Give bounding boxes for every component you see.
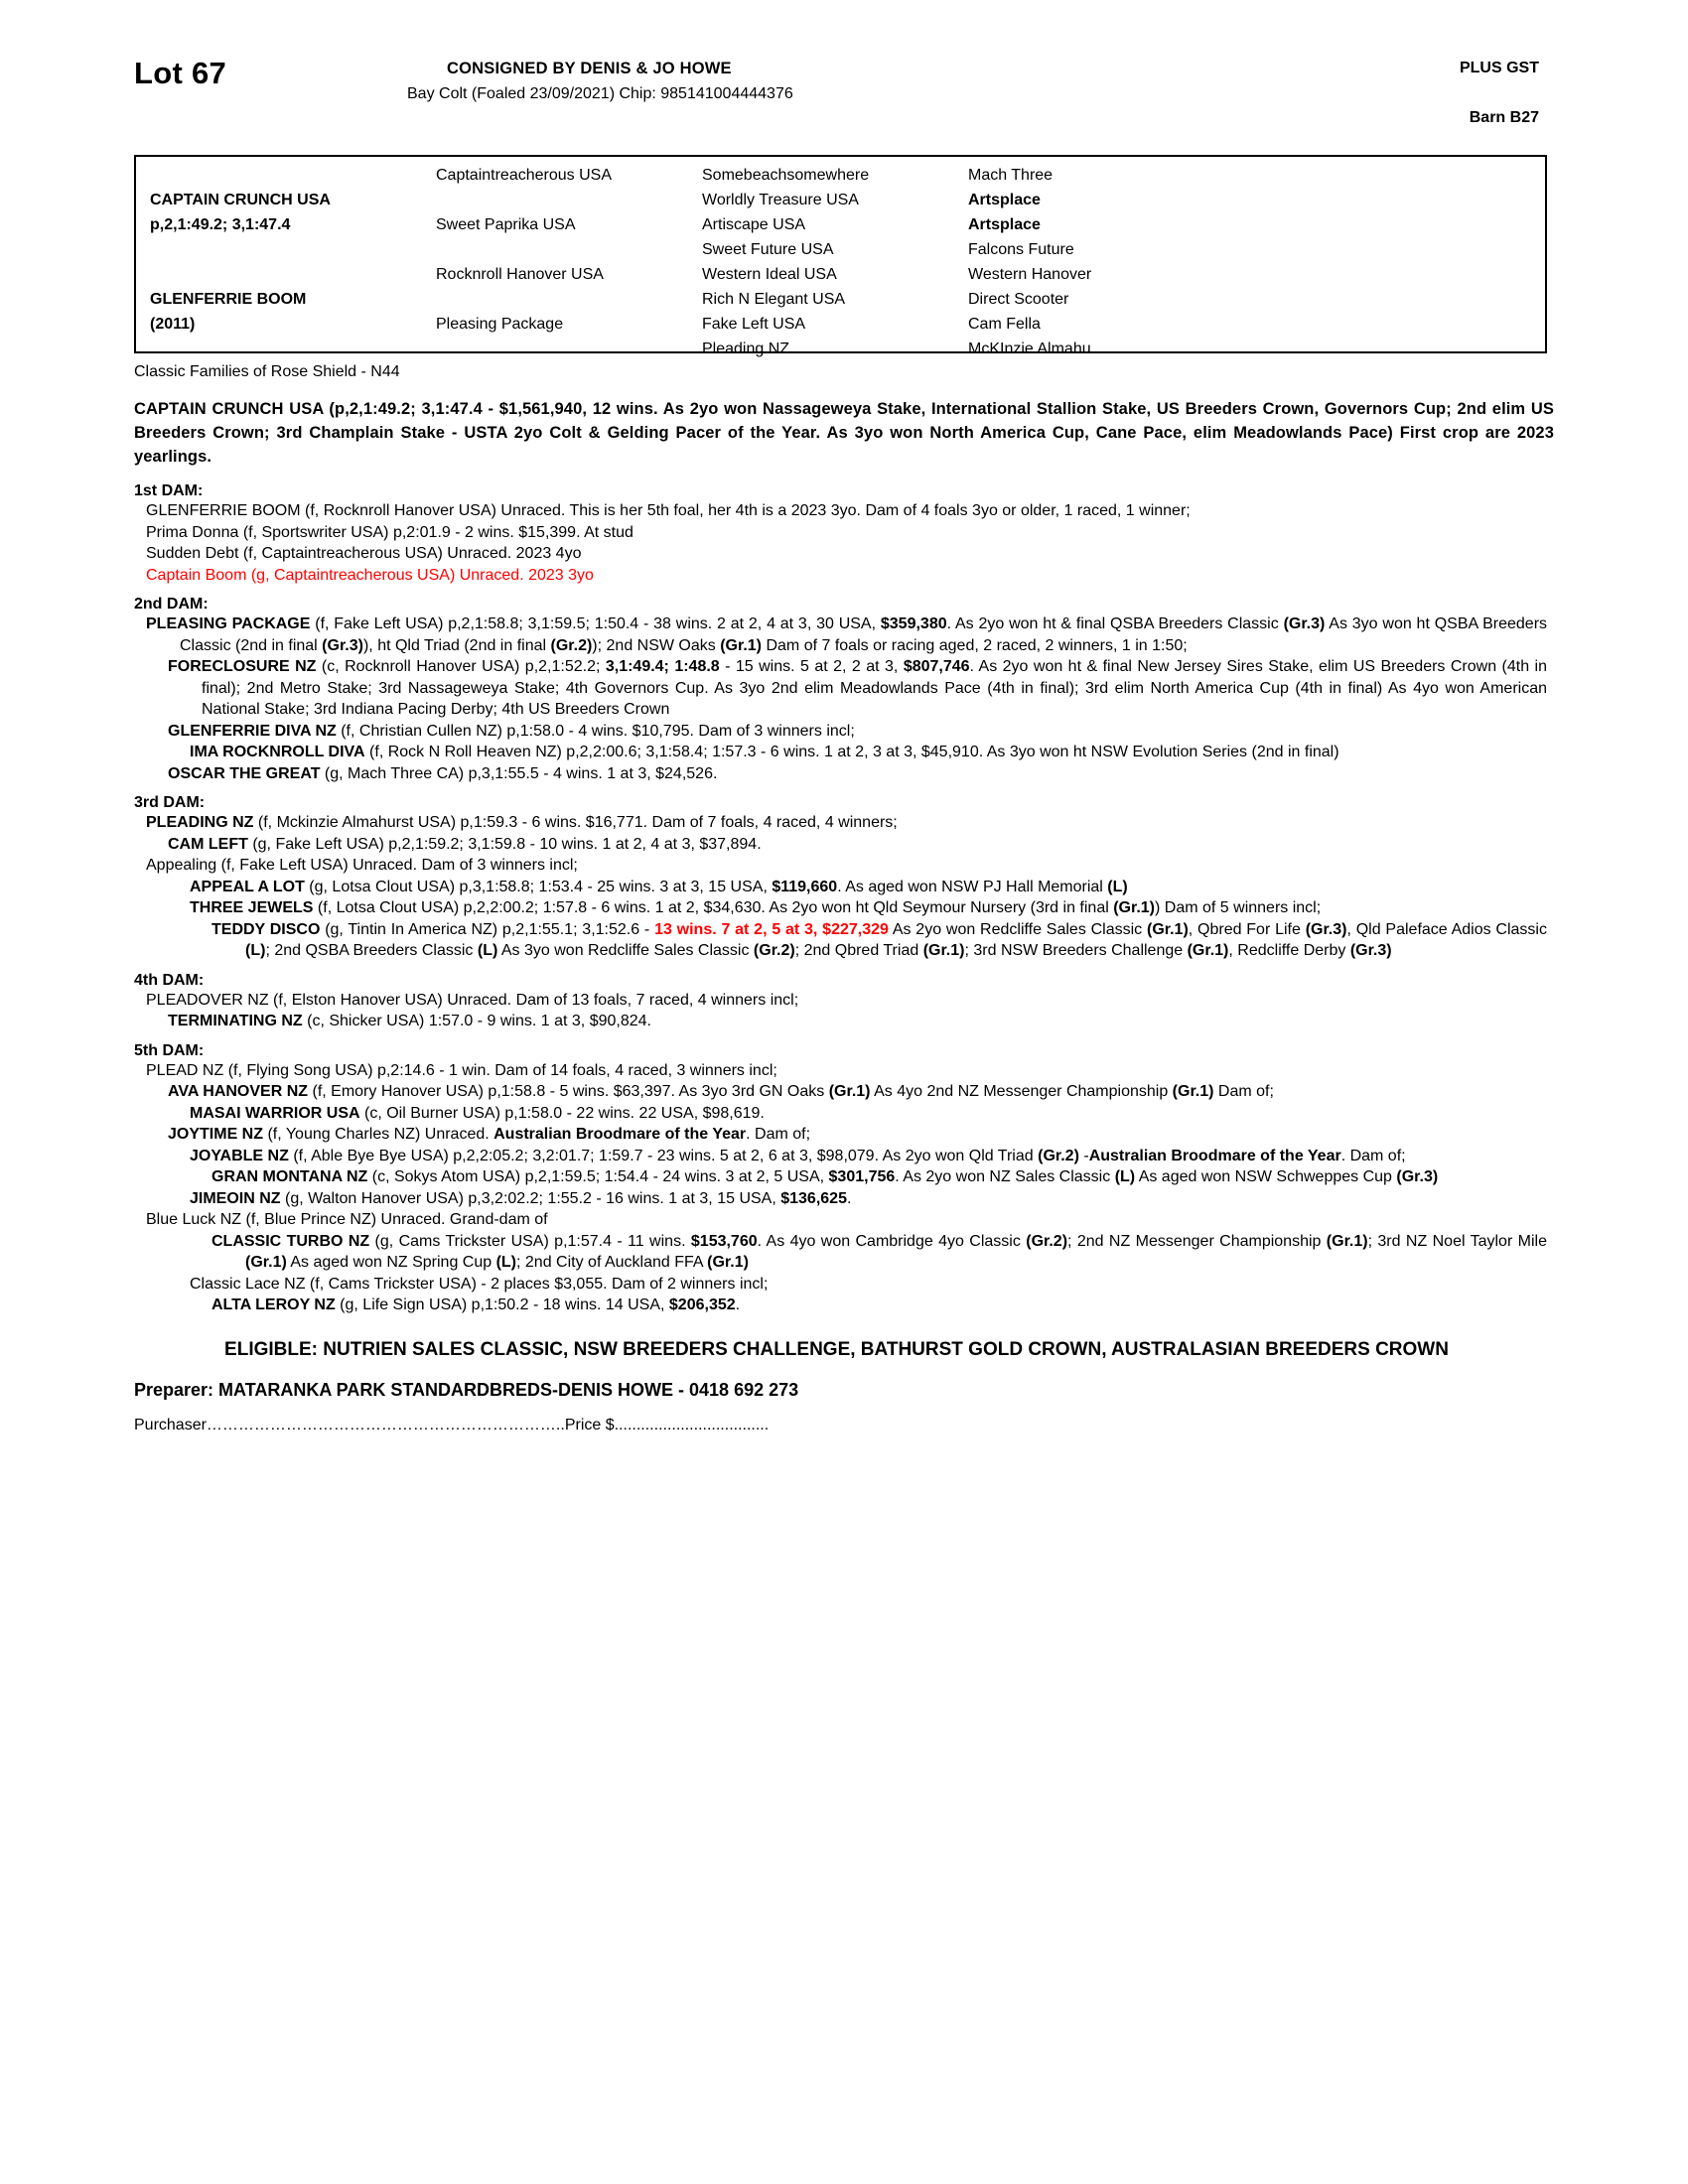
progeny-line bbox=[134, 1103, 1547, 1125]
group-grade: (Gr.1) bbox=[245, 1254, 287, 1271]
pedigree-cell-gen4: Direct Scooter bbox=[968, 291, 1069, 308]
fourth-dam-line: PLEADOVER NZ (f, Elston Hanover USA) Unraced. Dam of 13 foals, 7 raced, 4 winners incl; bbox=[146, 991, 799, 1009]
pedigree-row bbox=[136, 188, 1545, 212]
progeny-line bbox=[134, 1188, 1547, 1210]
group-grade: (Gr.3) bbox=[1305, 920, 1347, 938]
pedigree-cell-dam: (2011) bbox=[150, 316, 196, 333]
group-grade: (L) bbox=[245, 942, 266, 959]
record-text: . As aged won NSW PJ Hall Memorial bbox=[837, 878, 1108, 895]
record-text: . As 2yo won NZ Sales Classic bbox=[895, 1168, 1115, 1185]
group-grade: (Gr.1) bbox=[922, 942, 965, 959]
record-text: , Qld Paleface Adios Classic bbox=[1346, 920, 1547, 938]
progeny-line bbox=[134, 1295, 1547, 1316]
progeny-line: Classic Lace NZ (f, Cams Trickster USA) - 2 places $3,055. Dam of 2 winners incl; bbox=[190, 1275, 769, 1293]
lot-number: Lot 67 bbox=[134, 56, 227, 90]
pedigree-cell-gen2: Rocknroll Hanover USA bbox=[436, 266, 604, 283]
record-text: (c, Sokys Atom USA) p,2,1:59.5; 1:54.4 - 24 wins. 3 at 2, 5 USA, bbox=[367, 1168, 829, 1185]
horse-name: IMA ROCKNROLL DIVA bbox=[190, 744, 365, 760]
group-grade: (Gr.3) bbox=[1283, 615, 1326, 632]
pedigree-row bbox=[136, 312, 1545, 337]
pedigree-cell-dam bbox=[136, 262, 436, 287]
record-text: (f, Lotsa Clout USA) p,2,2:00.2; 1:57.8 - 6 wins. 1 at 2, $34,630. As 2yo won ht Qld Seymour Nursery (3rd in final bbox=[313, 899, 1114, 916]
record-text: (f, Mckinzie Almahurst USA) p,1:59.3 - 6 wins. $16,771. Dam of 7 foals, 4 raced, 4 winners; bbox=[253, 814, 898, 831]
record-text: . As 4yo won Cambridge 4yo Classic bbox=[757, 1232, 1027, 1250]
progeny-line bbox=[134, 763, 1547, 785]
record-text: ) Dam of 5 winners incl; bbox=[1155, 899, 1322, 916]
horse-description: Bay Colt (Foaled 23/09/2021) Chip: 985141004444376 bbox=[407, 85, 793, 102]
fifth-dam-heading: 5th DAM: bbox=[134, 1041, 205, 1059]
group-grade: (Gr.1) bbox=[1172, 1083, 1214, 1100]
horse-name: JOYTIME NZ bbox=[168, 1126, 264, 1143]
second-dam-line bbox=[134, 614, 1547, 656]
fourth-dam-heading: 4th DAM: bbox=[134, 971, 205, 989]
record-text: ; 2nd Qbred Triad bbox=[794, 942, 923, 959]
fifth-dam-line: PLEAD NZ (f, Flying Song USA) p,2:14.6 - 1 win. Dam of 14 foals, 4 raced, 3 winners incl; bbox=[146, 1061, 777, 1079]
progeny-line bbox=[134, 1166, 1547, 1188]
barn-label: Barn B27 bbox=[1469, 109, 1539, 126]
progeny-line bbox=[134, 834, 1547, 856]
group-grade: (Gr.1) bbox=[1146, 920, 1189, 938]
pedigree-cell-sire bbox=[136, 237, 436, 262]
first-dam-line: GLENFERRIE BOOM (f, Rocknroll Hanover USA) Unraced. This is her 5th foal, her 4th is a 2023 3yo. Dam of 4 foals 3yo or older, 1 raced, 1 winner; bbox=[146, 502, 1191, 519]
group-grade: (Gr.1) bbox=[707, 1254, 749, 1271]
pedigree-row bbox=[136, 287, 1545, 312]
record-text: Dam of; bbox=[1213, 1083, 1274, 1100]
progeny-line bbox=[134, 1146, 1547, 1167]
progeny-line bbox=[134, 919, 1547, 962]
record-text: As aged won NZ Spring Cup bbox=[286, 1254, 496, 1271]
record-text: (f, Emory Hanover USA) p,1:58.8 - 5 wins. $63,397. As 3yo 3rd GN Oaks bbox=[308, 1083, 829, 1100]
horse-name: APPEAL A LOT bbox=[190, 878, 305, 895]
horse-name: ALTA LEROY NZ bbox=[211, 1297, 336, 1313]
record-text: (f, Able Bye Bye USA) p,2,2:05.2; 3,2:01.7; 1:59.7 - 23 wins. 5 at 2, 6 at 3, $98,079. As 2yo won Qld Triad bbox=[288, 1147, 1039, 1164]
progeny-line bbox=[134, 742, 1547, 763]
group-grade: (Gr.1) bbox=[828, 1083, 871, 1100]
consignor-line: CONSIGNED BY DENIS & JO HOWE bbox=[447, 60, 732, 77]
progeny-line: Appealing (f, Fake Left USA) Unraced. Dam of 3 winners incl; bbox=[146, 857, 578, 874]
pedigree-row bbox=[136, 262, 1545, 287]
third-dam-line bbox=[134, 812, 1547, 834]
record-text: - 15 wins. 5 at 2, 2 at 3, bbox=[719, 658, 904, 675]
earnings: $136,625 bbox=[780, 1189, 847, 1207]
highlighted-record: 13 wins. 7 at 2, 5 at 3, $227,329 bbox=[654, 920, 889, 938]
horse-name: PLEADING NZ bbox=[146, 814, 254, 831]
record-text: . Dam of; bbox=[746, 1126, 811, 1143]
progeny-line bbox=[134, 1124, 1547, 1146]
record-text: ; 3rd NSW Breeders Challenge bbox=[964, 942, 1188, 959]
subject-horse-line: Captain Boom (g, Captaintreacherous USA) Unraced. 2023 3yo bbox=[146, 566, 594, 584]
pedigree-cell-gen4: Falcons Future bbox=[968, 241, 1074, 258]
group-grade: (L) bbox=[495, 1254, 517, 1271]
sire-performance-block: CAPTAIN CRUNCH USA (p,2,1:49.2; 3,1:47.4 - $1,561,940, 12 wins. As 2yo won Nassageweya Stake, International Stallion Stake, US Breeders Crown, Governors Cup; 2nd elim US Breeders Crown; 3rd Champlain Stake - USTA 2yo Colt & Gelding Pacer of the Year. As 3yo won North America Cup, Cane Pace, elim Meadowlands Pace) First crop are 2023 yearlings. bbox=[134, 400, 1554, 466]
pedigree-table bbox=[134, 155, 1547, 357]
record-text: (g, Cams Trickster USA) p,1:57.4 - 11 wins. bbox=[369, 1232, 691, 1250]
pedigree-cell-gen3: Western Ideal USA bbox=[702, 266, 837, 283]
record-text: (g, Fake Left USA) p,2,1:59.2; 3,1:59.8 - 10 wins. 1 at 2, 4 at 3, $37,894. bbox=[247, 835, 762, 853]
record-text: ); 2nd NSW Oaks bbox=[592, 636, 721, 654]
group-grade: (Gr.3) bbox=[322, 636, 363, 654]
group-grade: (Gr.3) bbox=[1396, 1168, 1439, 1185]
record-text: (c, Shicker USA) 1:57.0 - 9 wins. 1 at 3, $90,824. bbox=[302, 1013, 651, 1029]
pedigree-cell-gen2: Sweet Paprika USA bbox=[436, 216, 576, 233]
third-dam-heading: 3rd DAM: bbox=[134, 794, 206, 811]
record-text: (f, Rock N Roll Heaven NZ) p,2,2:00.6; 3,1:58.4; 1:57.3 - 6 wins. 1 at 2, 3 at 3, $45,910. As 3yo won ht NSW Evolution Series (2nd in final) bbox=[364, 744, 1339, 760]
horse-name: MASAI WARRIOR USA bbox=[190, 1104, 360, 1122]
progeny-line bbox=[134, 877, 1547, 898]
earnings: $206,352 bbox=[668, 1297, 736, 1313]
progeny-line bbox=[134, 721, 1547, 743]
pedigree-cell-gen4: Cam Fella bbox=[968, 316, 1041, 333]
horse-name: GRAN MONTANA NZ bbox=[211, 1168, 368, 1185]
horse-name: JOYABLE NZ bbox=[190, 1147, 289, 1164]
record-text: . bbox=[735, 1297, 741, 1313]
pedigree-cell-sire: CAPTAIN CRUNCH USA bbox=[150, 192, 331, 208]
pedigree-cell-gen3: Artiscape USA bbox=[702, 216, 806, 233]
horse-name: FORECLOSURE NZ bbox=[168, 658, 317, 675]
pedigree-cell-gen4: Mach Three bbox=[968, 167, 1054, 184]
record-text: (f, Fake Left USA) p,2,1:58.8; 3,1:59.5; 1:50.4 - 38 wins. 2 at 2, 4 at 3, 30 USA, bbox=[310, 615, 881, 632]
group-grade: (Gr.3) bbox=[1349, 942, 1392, 959]
progeny-line: Blue Luck NZ (f, Blue Prince NZ) Unraced. Grand-dam of bbox=[146, 1211, 548, 1228]
record-text: (c, Rocknroll Hanover USA) p,2,1:52.2; bbox=[316, 658, 606, 675]
earnings: $807,746 bbox=[903, 658, 970, 675]
record-text: (g, Lotsa Clout USA) p,3,1:58.8; 1:53.4 - 25 wins. 3 at 3, 15 USA, bbox=[304, 878, 773, 895]
record-text: , Redcliffe Derby bbox=[1228, 942, 1350, 959]
record-text: As aged won NSW Schweppes Cup bbox=[1135, 1168, 1397, 1185]
pedigree-cell-gen2 bbox=[436, 188, 702, 212]
group-grade: (Gr.2) bbox=[1038, 1147, 1079, 1164]
record-text: As 2yo won Redcliffe Sales Classic bbox=[888, 920, 1147, 938]
second-dam-heading: 2nd DAM: bbox=[134, 596, 209, 613]
pedigree-row bbox=[136, 337, 1545, 361]
record-text: (f, Young Charles NZ) Unraced. bbox=[263, 1126, 494, 1143]
group-grade: (Gr.1) bbox=[1187, 942, 1229, 959]
purchaser-line: Purchaser…………………………………………………………..Price $................................... bbox=[134, 1416, 770, 1433]
first-dam-heading: 1st DAM: bbox=[134, 482, 204, 499]
group-grade: (Gr.1) bbox=[720, 636, 763, 654]
group-grade: (Gr.2) bbox=[753, 942, 795, 959]
earnings: $153,760 bbox=[690, 1232, 758, 1250]
progeny-line bbox=[134, 1011, 1547, 1032]
record-text: - bbox=[1078, 1147, 1089, 1164]
pedigree-cell-gen3: Sweet Future USA bbox=[702, 241, 834, 258]
group-grade: (L) bbox=[1107, 878, 1128, 895]
record-text: ), ht Qld Triad (2nd in final bbox=[362, 636, 551, 654]
pedigree-cell-gen2 bbox=[436, 237, 702, 262]
eligibility-block: ELIGIBLE: NUTRIEN SALES CLASSIC, NSW BREEDERS CHALLENGE, BATHURST GOLD CROWN, AUSTRALASIAN BREEDERS CROWN bbox=[224, 1338, 1449, 1360]
pedigree-cell-gen2 bbox=[436, 337, 702, 361]
record-text: ; 2nd QSBA Breeders Classic bbox=[265, 942, 478, 959]
group-grade: (Gr.1) bbox=[1326, 1232, 1368, 1250]
horse-name: PLEASING PACKAGE bbox=[146, 615, 311, 632]
horse-name: TEDDY DISCO bbox=[211, 920, 321, 938]
horse-name: JIMEOIN NZ bbox=[190, 1189, 281, 1207]
pedigree-cell-gen4: Artsplace bbox=[968, 192, 1041, 208]
group-grade: (L) bbox=[1114, 1168, 1136, 1185]
progeny-line: Prima Donna (f, Sportswriter USA) p,2:01.9 - 2 wins. $15,399. At stud bbox=[146, 523, 633, 541]
record-text: (g, Tintin In America NZ) p,2,1:55.1; 3,1:52.6 - bbox=[320, 920, 655, 938]
pedigree-cell-gen3: Somebeachsomewhere bbox=[702, 167, 870, 184]
progeny-line bbox=[134, 1081, 1547, 1103]
pedigree-cell-gen2 bbox=[436, 287, 702, 312]
horse-name: CAM LEFT bbox=[168, 835, 248, 853]
horse-name: GLENFERRIE DIVA NZ bbox=[168, 722, 337, 740]
horse-name: TERMINATING NZ bbox=[168, 1013, 303, 1029]
record-text: . As 2yo won ht & final New Jersey Sires Stake, elim US Breeders Crown (4th in final); 2nd Metro Stake; 3rd Nassageweya Stake; 4th Governors Cup. As 3yo 2nd elim Meadowlands Pace (4th in final); 3rd elim North America Cup (4th in final) As 4yo won American National Stake; 3rd Indiana Pacing Derby; 4th US Breeders Crown bbox=[202, 658, 1547, 718]
pedigree-cell-gen2: Captaintreacherous USA bbox=[436, 167, 612, 184]
pedigree-cell-gen4: Western Hanover bbox=[968, 266, 1092, 283]
pedigree-cell-gen3: Rich N Elegant USA bbox=[702, 291, 846, 308]
pedigree-cell-sire: p,2,1:49.2; 3,1:47.4 bbox=[150, 216, 291, 233]
plus-gst-label: PLUS GST bbox=[1459, 60, 1539, 76]
earnings: $301,756 bbox=[828, 1168, 896, 1185]
pedigree-cell-gen2: Pleasing Package bbox=[436, 316, 564, 333]
record-text: . bbox=[846, 1189, 852, 1207]
pedigree-cell-gen4: McKInzie Almahu bbox=[968, 341, 1091, 357]
pedigree-cell-gen3: Fake Left USA bbox=[702, 316, 806, 333]
record-text: . As 2yo won ht & final QSBA Breeders Classic bbox=[946, 615, 1284, 632]
record-text: (f, Christian Cullen NZ) p,1:58.0 - 4 wins. $10,795. Dam of 3 winners incl; bbox=[336, 722, 855, 740]
group-grade: (Gr.2) bbox=[550, 636, 593, 654]
pedigree-cell-dam bbox=[136, 337, 436, 361]
record-text: . Dam of; bbox=[1340, 1147, 1406, 1164]
earnings: $119,660 bbox=[772, 878, 838, 895]
record-text: As 3yo won ht QSBA Breeders Classic (2nd in final bbox=[180, 615, 1548, 654]
group-grade: (L) bbox=[477, 942, 498, 959]
award-title: Australian Broodmare of the Year bbox=[493, 1126, 747, 1143]
record-text: ; 2nd City of Auckland FFA bbox=[516, 1254, 708, 1271]
progeny-line bbox=[134, 656, 1547, 721]
pedigree-row bbox=[136, 237, 1545, 262]
record-text: Dam of 7 foals or racing aged, 2 raced, 2 winners, 1 in 1:50; bbox=[762, 636, 1188, 654]
pedigree-cell-gen4: Artsplace bbox=[968, 216, 1041, 233]
group-grade: (Gr.2) bbox=[1026, 1232, 1068, 1250]
classic-families-line: Classic Families of Rose Shield - N44 bbox=[134, 363, 400, 380]
record-text: (g, Life Sign USA) p,1:50.2 - 18 wins. 14 USA, bbox=[335, 1297, 669, 1313]
pedigree-cell-gen3: Pleading NZ bbox=[702, 341, 790, 357]
record-text: As 3yo won Redcliffe Sales Classic bbox=[497, 942, 754, 959]
award-title: Australian Broodmare of the Year bbox=[1088, 1147, 1341, 1164]
progeny-line bbox=[134, 1231, 1547, 1274]
progeny-line bbox=[134, 897, 1547, 919]
pedigree-cell-dam: GLENFERRIE BOOM bbox=[150, 291, 307, 308]
record-text: ; 2nd NZ Messenger Championship bbox=[1067, 1232, 1327, 1250]
pedigree-row bbox=[136, 163, 1545, 188]
record-text: (g, Walton Hanover USA) p,3,2:02.2; 1:55.2 - 16 wins. 1 at 3, 15 USA, bbox=[280, 1189, 781, 1207]
record-text: , Qbred For Life bbox=[1188, 920, 1306, 938]
pedigree-row bbox=[136, 212, 1545, 237]
record-text: (g, Mach Three CA) p,3,1:55.5 - 4 wins. 1 at 3, $24,526. bbox=[320, 764, 718, 782]
horse-name: CLASSIC TURBO NZ bbox=[211, 1232, 370, 1250]
race-times: 3,1:49.4; 1:48.8 bbox=[605, 658, 720, 675]
pedigree-cell-sire bbox=[136, 163, 436, 188]
pedigree-cell-gen3: Worldly Treasure USA bbox=[702, 192, 859, 208]
earnings: $359,380 bbox=[880, 615, 947, 632]
horse-name: OSCAR THE GREAT bbox=[168, 764, 321, 782]
record-text: (c, Oil Burner USA) p,1:58.0 - 22 wins. 22 USA, $98,619. bbox=[359, 1104, 765, 1122]
record-text: As 4yo 2nd NZ Messenger Championship bbox=[870, 1083, 1173, 1100]
horse-name: THREE JEWELS bbox=[190, 899, 314, 916]
preparer-line: Preparer: MATARANKA PARK STANDARDBREDS-DENIS HOWE - 0418 692 273 bbox=[134, 1379, 799, 1400]
group-grade: (Gr.1) bbox=[1113, 899, 1156, 916]
horse-name: AVA HANOVER NZ bbox=[168, 1083, 309, 1100]
record-text: ; 3rd NZ Noel Taylor Mile bbox=[1367, 1232, 1547, 1250]
page-header bbox=[119, 48, 1569, 143]
progeny-line: Sudden Debt (f, Captaintreacherous USA) Unraced. 2023 4yo bbox=[146, 545, 582, 562]
